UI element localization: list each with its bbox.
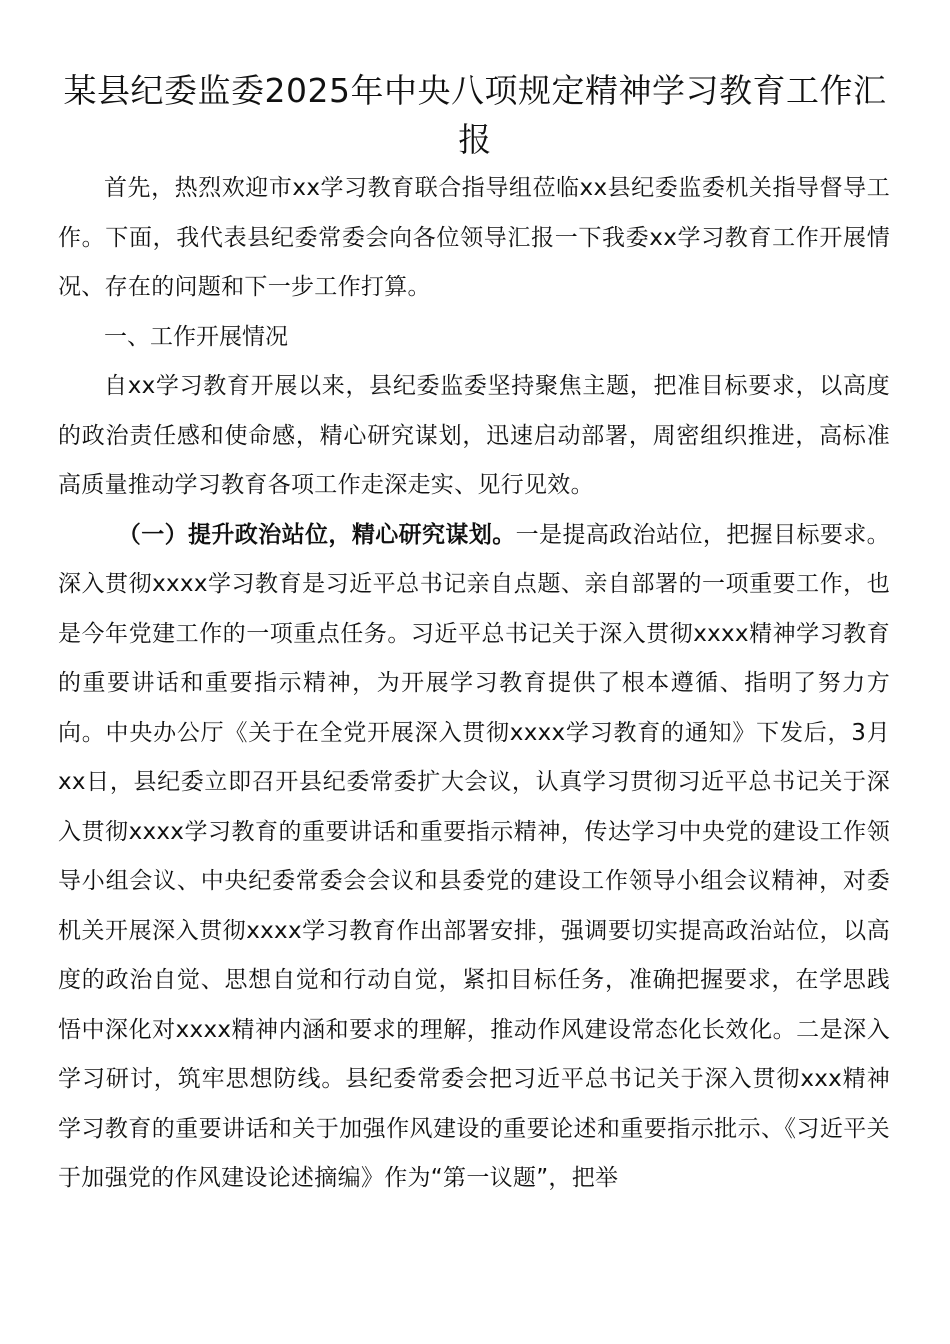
document-body xyxy=(58,164,890,1204)
document-title: 某县纪委监委2025年中央八项规定精神学习教育工作汇报 xyxy=(63,71,887,159)
subsection-heading: （一）提升政治站位，精心研究谋划。 xyxy=(117,521,516,548)
intro-paragraph: 首先，热烈欢迎市xx学习教育联合指导组莅临xx县纪委监委机关指导督导工作。下面，我代表县纪委常委会向各位领导汇报一下我委xx学习教育工作开展情况、存在的问题和下一步工作打算。 xyxy=(58,175,890,300)
subsection-paragraph xyxy=(58,511,890,1204)
section-intro-paragraph: 自xx学习教育开展以来，县纪委监委坚持聚焦主题，把准目标要求，以高度的政治责任感和使命感，精心研究谋划，迅速启动部署，周密组织推进，高标准高质量推动学习教育各项工作走深走实、见行见效。 xyxy=(58,373,890,498)
subsection-body: 一是提高政治站位，把握目标要求。深入贯彻xxxx学习教育是习近平总书记亲自点题、亲自部署的一项重要工作，也是今年党建工作的一项重点任务。习近平总书记关于深入贯彻xxxx精神学习教育的重要讲话和重要指示精神，为开展学习教育提供了根本遵循、指明了努力方向。中央办公厅《关于在全党开展深入贯彻xxxx学习教育的通知》下发后，3月xx日，县纪委立即召开县纪委常委扩大会议，认真学习贯彻习近平总书记关于深入贯彻xxxx学习教育的重要讲话和重要指示精神，传达学习中央党的建设工作领导小组会议、中央纪委常委会会议和县委党的建设工作领导小组会议精神，对委机关开展深入贯彻xxxx学习教育作出部署安排，强调要切实提高政治站位，以高度的政治自觉、思想自觉和行动自觉，紧扣目标任务，准确把握要求，在学思践悟中深化对xxxx精神内涵和要求的理解，推动作风建设常态化长效化。二是深入学习研讨，筑牢思想防线。县纪委常委会把习近平总书记关于深入贯彻xxx精神学习教育的重要讲话和关于加强作风建设的重要论述和重要指示批示、《习近平关于加强党的作风建设论述摘编》作为“第一议题”，把举 xyxy=(58,521,890,1191)
section-heading: 一、工作开展情况 xyxy=(104,323,288,350)
